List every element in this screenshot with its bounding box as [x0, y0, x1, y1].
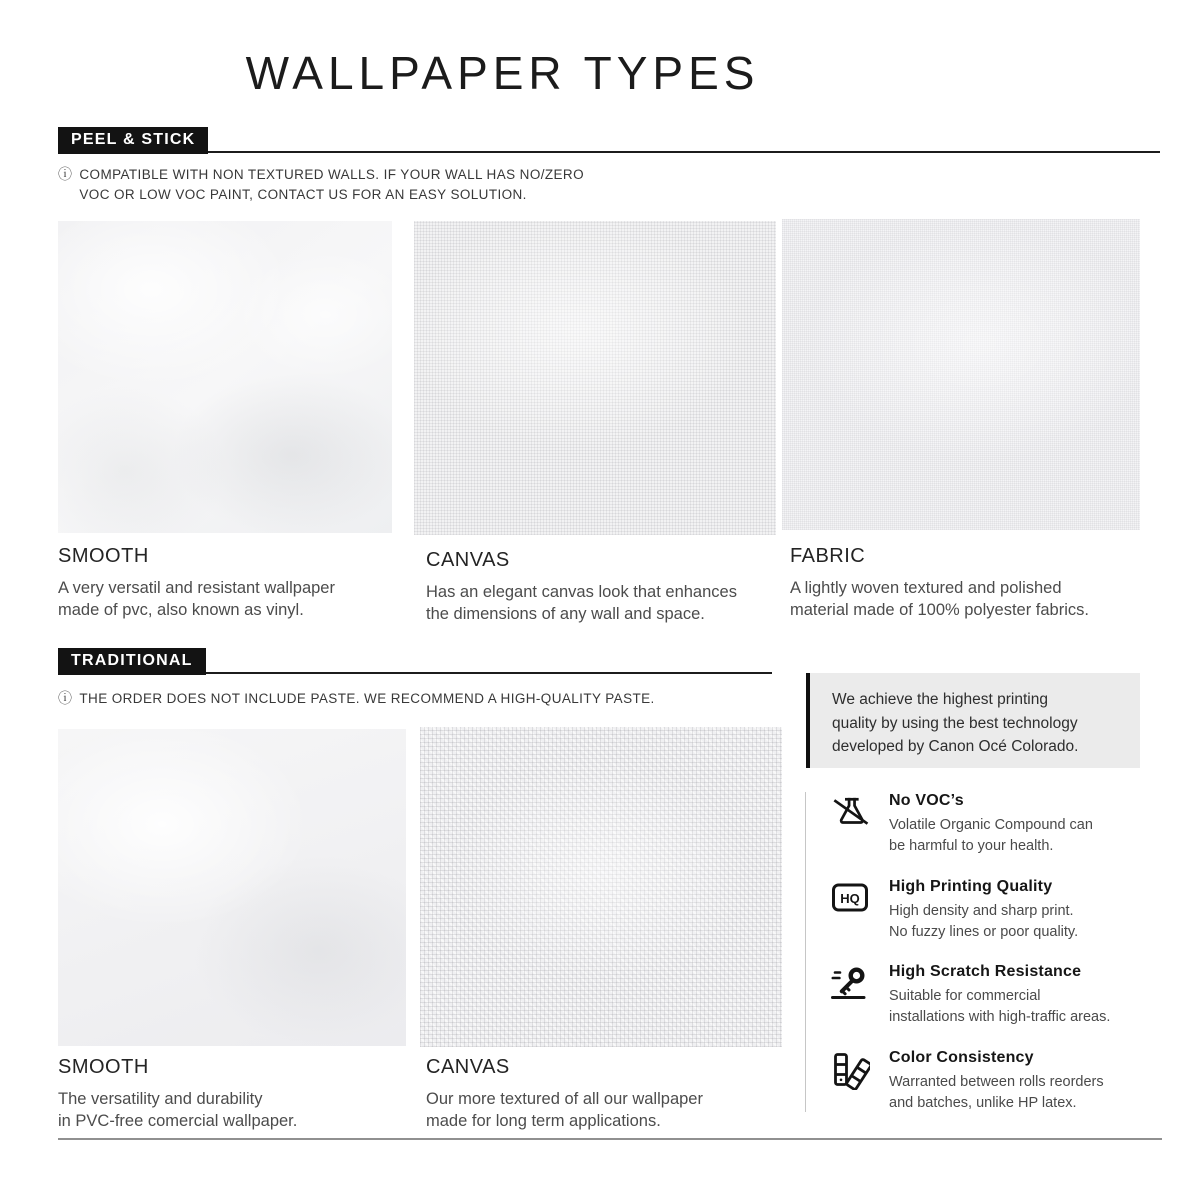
caption-smooth-peel-stick: SMOOTH A very versatil and resistant wallpaper made of pvc, also known as vinyl.	[58, 545, 398, 621]
no-voc-icon	[830, 792, 872, 831]
color-consistency-icon	[830, 1049, 872, 1090]
traditional-note	[58, 689, 655, 709]
section-divider-peel-stick	[58, 151, 1160, 153]
section-header-traditional: TRADITIONAL	[58, 648, 206, 675]
printing-quality-quote: We achieve the highest printing quality by using the best technology developed by Canon Océ Colorado.	[810, 673, 1140, 768]
swatch-title: SMOOTH	[58, 545, 149, 567]
features-divider-line	[805, 792, 806, 1112]
feature-text: No VOC’s Volatile Organic Compound can be harmful to your health.	[889, 792, 1093, 854]
peel-stick-note-text: COMPATIBLE WITH NON TEXTURED WALLS. IF YOUR WALL HAS NO/ZERO VOC OR LOW VOC PAINT, CONTACT US FOR AN EASY SOLUTION.	[79, 167, 584, 202]
feature-no-voc	[830, 792, 1142, 856]
canvas-peel-stick-texture-sample	[414, 221, 776, 535]
svg-text:HQ: HQ	[840, 891, 860, 906]
swatch-title: SMOOTH	[58, 1056, 149, 1078]
caption-canvas-traditional: CANVAS Our more textured of all our wallpaper made for long term applications.	[426, 1056, 776, 1132]
swatch-title: CANVAS	[426, 549, 510, 571]
high-printing-quality-icon	[830, 878, 872, 915]
caption-fabric-peel-stick: FABRIC A lightly woven textured and polished material made of 100% polyester fabrics.	[790, 545, 1145, 621]
info-icon: ⓘ	[58, 691, 73, 707]
smooth-traditional-texture-sample	[58, 729, 406, 1046]
fabric-peel-stick-texture-sample	[782, 219, 1140, 530]
swatch-title: FABRIC	[790, 545, 866, 567]
info-icon: ⓘ	[58, 167, 73, 183]
caption-canvas-peel-stick: CANVAS Has an elegant canvas look that enhances the dimensions of any wall and space.	[426, 549, 776, 625]
feature-text: High Printing Quality High density and sharp print. No fuzzy lines or poor quality.	[889, 878, 1079, 940]
canvas-traditional-texture-sample	[420, 727, 782, 1047]
traditional-note-text: THE ORDER DOES NOT INCLUDE PASTE. WE RECOMMEND A HIGH-QUALITY PASTE.	[79, 691, 655, 706]
caption-smooth-traditional: SMOOTH The versatility and durability in PVC-free comercial wallpaper.	[58, 1056, 388, 1132]
feature-color-consistency	[830, 1049, 1142, 1113]
swatch-title: CANVAS	[426, 1056, 510, 1078]
feature-text: Color Consistency Warranted between rolls reorders and batches, unlike HP latex.	[889, 1049, 1104, 1111]
feature-high-scratch-resistance	[830, 963, 1142, 1027]
smooth-peel-stick-texture-sample	[58, 221, 392, 533]
section-header-peel-stick: PEEL & STICK	[58, 127, 208, 154]
high-scratch-resistance-icon	[830, 963, 872, 1002]
feature-text: High Scratch Resistance Suitable for commercial installations with high-traffic areas.	[889, 963, 1111, 1025]
footer-divider	[58, 1138, 1162, 1140]
feature-high-printing-quality	[830, 878, 1142, 942]
page-title: WALLPAPER TYPES	[245, 47, 760, 99]
peel-stick-note	[58, 165, 584, 205]
